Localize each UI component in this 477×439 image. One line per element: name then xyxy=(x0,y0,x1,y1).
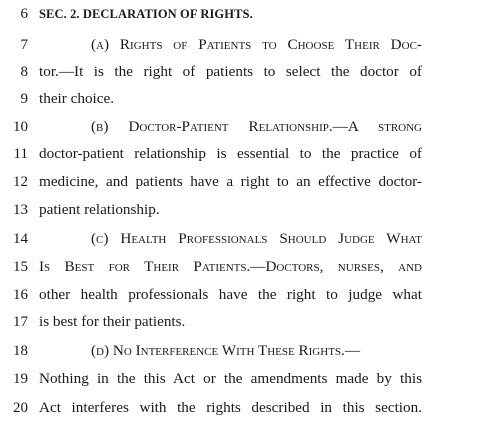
subsection-d-heading: (d) No Interference With These Rights.— xyxy=(91,342,361,359)
line-17 xyxy=(0,311,477,333)
line-6 xyxy=(0,3,477,25)
line-16 xyxy=(0,284,477,306)
line-number: 14 xyxy=(13,231,28,247)
line-11 xyxy=(0,143,477,165)
line-10 xyxy=(0,116,477,138)
body-text: medicine, and patients have a right to an effective doctor- xyxy=(39,173,422,190)
line-14 xyxy=(0,228,477,250)
body-text: doctor-patient relationship is essential to the practice of xyxy=(39,145,422,162)
line-number: 12 xyxy=(13,174,28,190)
line-12 xyxy=(0,171,477,193)
line-number: 16 xyxy=(13,287,28,303)
line-19 xyxy=(0,368,477,390)
line-8 xyxy=(0,61,477,83)
subsection-c-heading: (c) Health Professionals Should Judge What xyxy=(91,230,422,247)
line-9 xyxy=(0,88,477,110)
line-number: 17 xyxy=(13,314,28,330)
body-text: other health professionals have the right to judge what xyxy=(39,286,422,303)
section-heading: SEC. 2. DECLARATION OF RIGHTS. xyxy=(39,7,253,21)
line-20 xyxy=(0,397,477,419)
line-13 xyxy=(0,199,477,221)
subsection-b-heading: (b) Doctor-Patient Relationship.—A strong xyxy=(91,118,422,135)
body-text: Act interferes with the rights described in this section. xyxy=(39,399,422,416)
line-number: 7 xyxy=(20,37,28,53)
body-text: Nothing in the this Act or the amendments made by this xyxy=(39,370,422,387)
line-number: 10 xyxy=(13,119,28,135)
subsection-a-heading: (a) Rights of Patients to Choose Their Doc- xyxy=(91,36,422,53)
line-number: 18 xyxy=(13,343,28,359)
line-number: 19 xyxy=(13,371,28,387)
line-18 xyxy=(0,340,477,362)
line-number: 15 xyxy=(13,259,28,275)
line-number: 13 xyxy=(13,202,28,218)
line-15 xyxy=(0,256,477,278)
body-text: their choice. xyxy=(39,90,115,107)
body-text: is best for their patients. xyxy=(39,313,186,330)
body-text: patient relationship. xyxy=(39,201,160,218)
line-number: 20 xyxy=(13,400,28,416)
line-number: 9 xyxy=(20,91,28,107)
line-number: 11 xyxy=(13,146,28,162)
line-number: 6 xyxy=(20,6,28,22)
body-text: tor.—It is the right of patients to select the doctor of xyxy=(39,63,422,80)
subsection-c-heading-cont: Is Best for Their Patients.—Doctors, nurses, and xyxy=(39,258,422,275)
line-number: 8 xyxy=(20,64,28,80)
line-7 xyxy=(0,34,477,56)
